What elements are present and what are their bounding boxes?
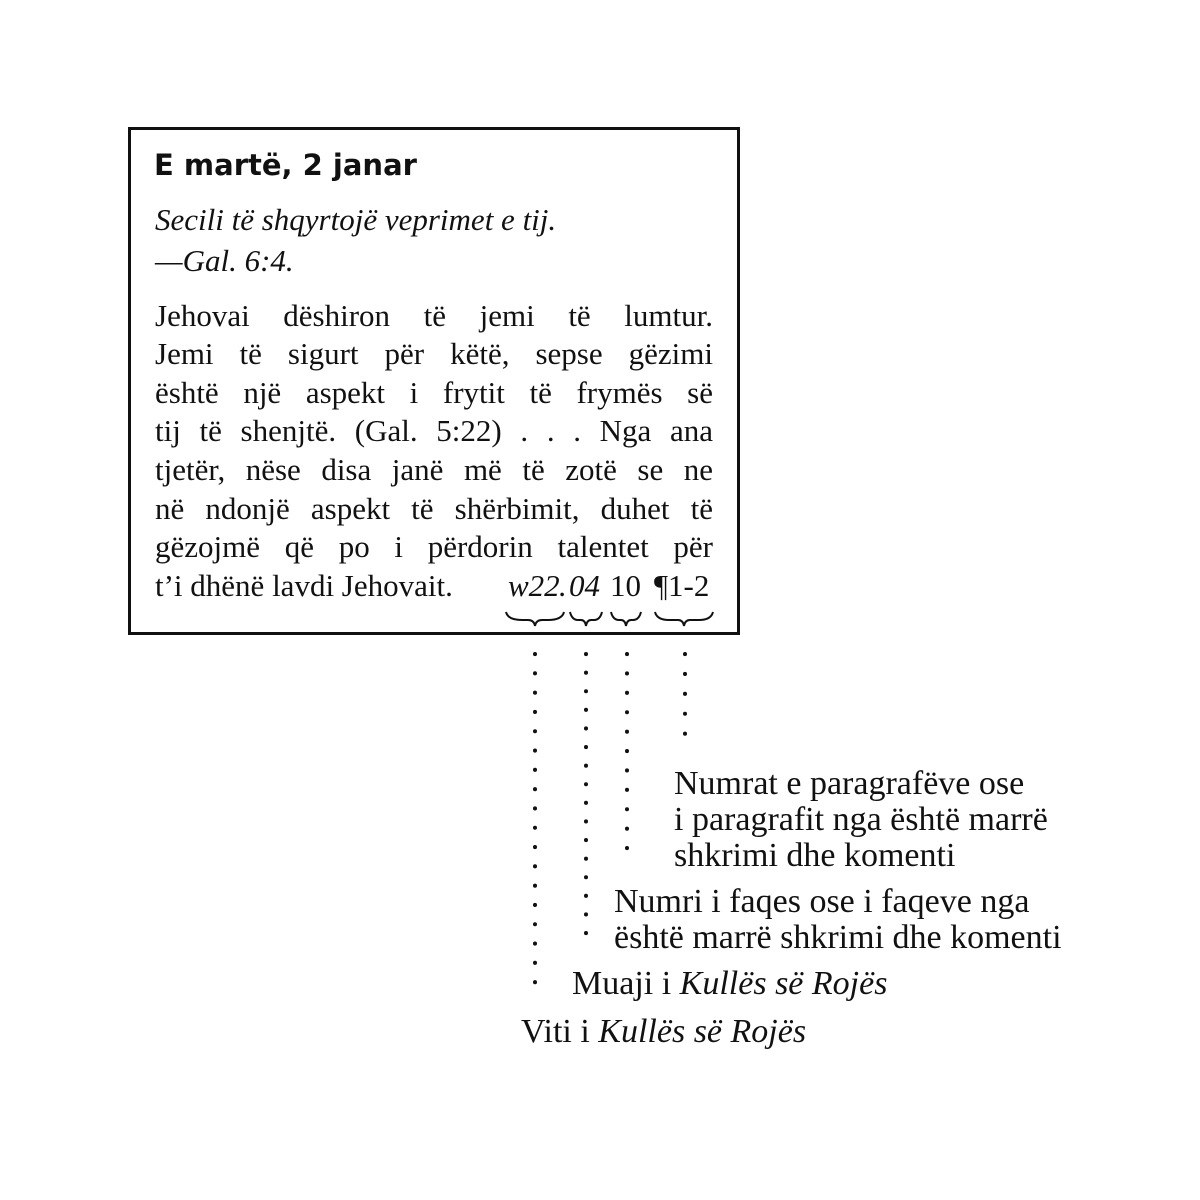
citation-year: w22 <box>508 568 560 603</box>
month-brace <box>570 612 602 626</box>
body-line-2: Jemi të sigurt për këtë, sepse gëzimi <box>155 336 713 371</box>
page-label-line-1: Numri i faqes ose i faqeve nga <box>614 883 1030 920</box>
page-label-line-2: është marrë shkrimi dhe komenti <box>614 919 1062 956</box>
month-label-title: Kullës së Rojës <box>679 965 888 1002</box>
year-label <box>521 1014 806 1050</box>
body-line-1: Jehovai dëshiron të jemi të lumtur. <box>155 298 713 333</box>
year-label-prefix: Viti i <box>521 1013 599 1050</box>
body-line-3: është një aspekt i frytit të frymës së <box>155 375 713 410</box>
citation-month: 04 <box>569 568 600 603</box>
paragraph-brace <box>655 612 713 626</box>
paragraph-label-line-1: Numrat e paragrafëve ose <box>674 765 1025 802</box>
body-line-7: gëzojmë që po i përdorin talentet për <box>155 529 713 564</box>
citation-separator: . <box>559 568 567 603</box>
year-brace <box>506 612 564 626</box>
month-label <box>572 966 887 1002</box>
paragraph-label-line-2: i paragrafit nga është marrë <box>674 801 1048 838</box>
verse-line-1: Secili të shqyrtojë veprimet e tij. <box>155 202 557 237</box>
citation-page: 10 <box>610 568 641 603</box>
citation-paragraph: ¶1-2 <box>654 568 710 603</box>
verse-line-2: —Gal. 6:4. <box>155 243 294 278</box>
body-line-4: tij të shenjtë. (Gal. 5:22) . . . Nga ana <box>155 413 713 448</box>
body-line-8: t’i dhënë lavdi Jehovait. <box>155 568 453 603</box>
body-line-6: në ndonjë aspekt të shërbimit, duhet të <box>155 491 713 526</box>
month-label-prefix: Muaji i <box>572 965 680 1002</box>
date-heading: E martë, 2 janar <box>154 148 417 182</box>
paragraph-label-line-3: shkrimi dhe komenti <box>674 837 956 874</box>
page-brace <box>611 612 641 626</box>
year-label-title: Kullës së Rojës <box>598 1013 807 1050</box>
body-line-5: tjetër, nëse disa janë më të zotë se ne <box>155 452 713 487</box>
